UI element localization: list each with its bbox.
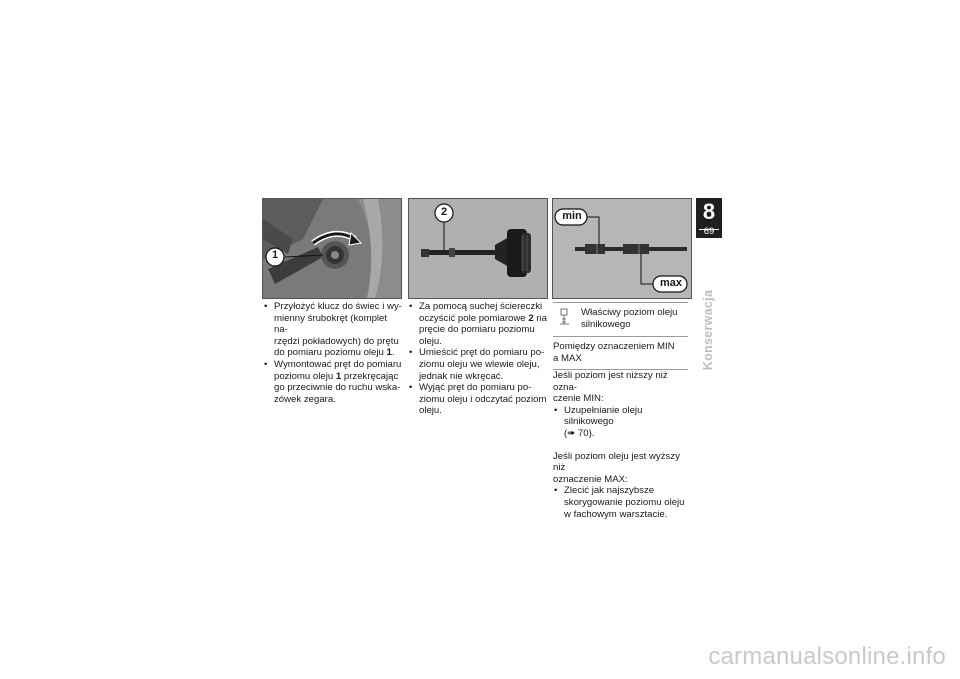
list-item: • Przyłożyć klucz do świec i wy- mienny śrubokręt (komplet na- rzędzi pokładowych) do prętu do pomiaru poziomu oleju 1. (263, 301, 403, 359)
figure-dipstick-removal (262, 198, 402, 299)
reference-number: 2 (528, 312, 534, 324)
page-number: 69 (703, 226, 715, 237)
dipstick-removal-illustration (263, 199, 401, 298)
page-reference-arrow-icon: ➠ (567, 427, 576, 439)
dipstick-illustration (409, 199, 547, 298)
instructions-column-1 (263, 301, 403, 405)
reference-number: 1 (335, 370, 342, 382)
chapter-title: Konserwacja (701, 289, 715, 371)
list-item: • Za pomocą suchej ściereczki oczyścić pole pomiarowe 2 na pręcie do pomiaru poziomu oleju. (408, 301, 550, 347)
list-item: • Umieścić pręt do pomiaru po- ziomu oleju we wlewie oleju, jednak nie wkręcać. (408, 347, 550, 382)
max-mark-label: max (659, 277, 683, 289)
reference-number: 1 (386, 347, 392, 359)
spec-title: Właściwy poziom oleju (581, 307, 678, 318)
list-item: • Wyjąć pręt do pomiaru po- ziomu oleju i odczytać poziom oleju. (408, 382, 550, 417)
min-mark-label: min (562, 210, 582, 222)
oil-level-spec-box (553, 302, 688, 370)
list-item: • Wymontować pręt do pomiaru poziomu oleju 1 przekręcając go przeciwnie do ruchu wska- zówek zegara. (263, 359, 403, 405)
spec-value-row: Pomiędzy oznaczeniem MIN a MAX (553, 341, 675, 364)
spec-value: Pomiędzy oznaczeniem MIN (553, 341, 675, 353)
spec-title-row: Właściwy poziom oleju silnikowego (553, 303, 688, 337)
instructions-column-2 (408, 301, 550, 417)
figure-1-callout: 1 (271, 249, 279, 261)
watermark: carmanualsonline.info (708, 643, 946, 670)
figure-2-callout: 2 (440, 206, 448, 218)
instructions-column-3 (553, 370, 693, 520)
page-reference[interactable]: 70). (575, 427, 595, 439)
list-item: • Zlecić jak najszybsze skorygowanie poziomu oleju w fachowym warsztacie. (553, 485, 693, 520)
figure-dipstick (408, 198, 548, 299)
condition-max: Jeśli poziom oleju jest wyższy niż oznaczenie MAX: (553, 450, 680, 485)
list-item: • Uzupełnianie oleju silnikowego (➠ 70). (553, 405, 693, 440)
condition-min: Jeśli poziom jest niższy niż ozna- czenie MIN: (553, 370, 668, 405)
figure-dipstick-marks (552, 198, 692, 299)
chapter-number: 8 (702, 199, 716, 224)
dipstick-icon (559, 307, 571, 325)
